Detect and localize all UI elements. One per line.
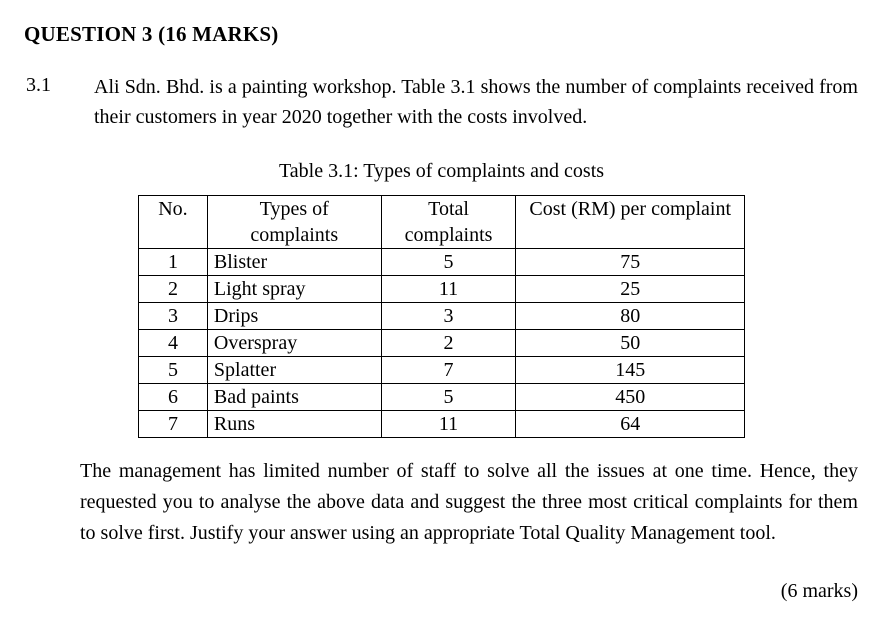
cell-cost: 50 xyxy=(516,330,745,357)
marks-label: (6 marks) xyxy=(780,580,858,602)
cell-type: Overspray xyxy=(207,330,381,357)
table-row xyxy=(139,249,745,276)
cell-cost: 64 xyxy=(516,411,745,438)
table-header-row xyxy=(139,196,745,249)
cell-no: 3 xyxy=(139,303,208,330)
cell-total: 5 xyxy=(381,249,516,276)
header-total: Total complaints xyxy=(381,196,516,249)
table-row xyxy=(139,411,745,438)
cell-type: Light spray xyxy=(207,276,381,303)
cell-no: 2 xyxy=(139,276,208,303)
table-row xyxy=(139,384,745,411)
cell-no: 4 xyxy=(139,330,208,357)
complaints-table xyxy=(138,195,745,438)
table-row xyxy=(139,330,745,357)
cell-type: Blister xyxy=(207,249,381,276)
question-number: 3.1 xyxy=(26,74,51,96)
question-heading: QUESTION 3 (16 MARKS) xyxy=(24,22,279,46)
cell-cost: 75 xyxy=(516,249,745,276)
cell-type: Splatter xyxy=(207,357,381,384)
cell-no: 1 xyxy=(139,249,208,276)
cell-cost: 80 xyxy=(516,303,745,330)
cell-no: 6 xyxy=(139,384,208,411)
cell-total: 11 xyxy=(381,411,516,438)
cell-total: 3 xyxy=(381,303,516,330)
cell-cost: 25 xyxy=(516,276,745,303)
cell-cost: 450 xyxy=(516,384,745,411)
cell-no: 5 xyxy=(139,357,208,384)
table-row xyxy=(139,357,745,384)
cell-type: Runs xyxy=(207,411,381,438)
table-row xyxy=(139,303,745,330)
cell-type: Bad paints xyxy=(207,384,381,411)
table-row xyxy=(139,276,745,303)
cell-total: 5 xyxy=(381,384,516,411)
cell-cost: 145 xyxy=(516,357,745,384)
table-caption: Table 3.1: Types of complaints and costs xyxy=(278,160,605,182)
cell-total: 7 xyxy=(381,357,516,384)
cell-type: Drips xyxy=(207,303,381,330)
header-no: No. xyxy=(139,196,208,249)
cell-no: 7 xyxy=(139,411,208,438)
cell-total: 2 xyxy=(381,330,516,357)
header-type: Types of complaints xyxy=(207,196,381,249)
header-cost: Cost (RM) per complaint xyxy=(516,196,745,249)
cell-total: 11 xyxy=(381,276,516,303)
task-paragraph: The management has limited number of staff to solve all the issues at one time. Hence, they requested you to analyse the above data and suggest the three most critical complaints for them to solve first. Justify your answer using an appropriate Total Quality Management tool. xyxy=(80,460,858,544)
question-intro: Ali Sdn. Bhd. is a painting workshop. Table 3.1 shows the number of complaints received from their customers in year 2020 together with the costs involved. xyxy=(94,76,858,128)
